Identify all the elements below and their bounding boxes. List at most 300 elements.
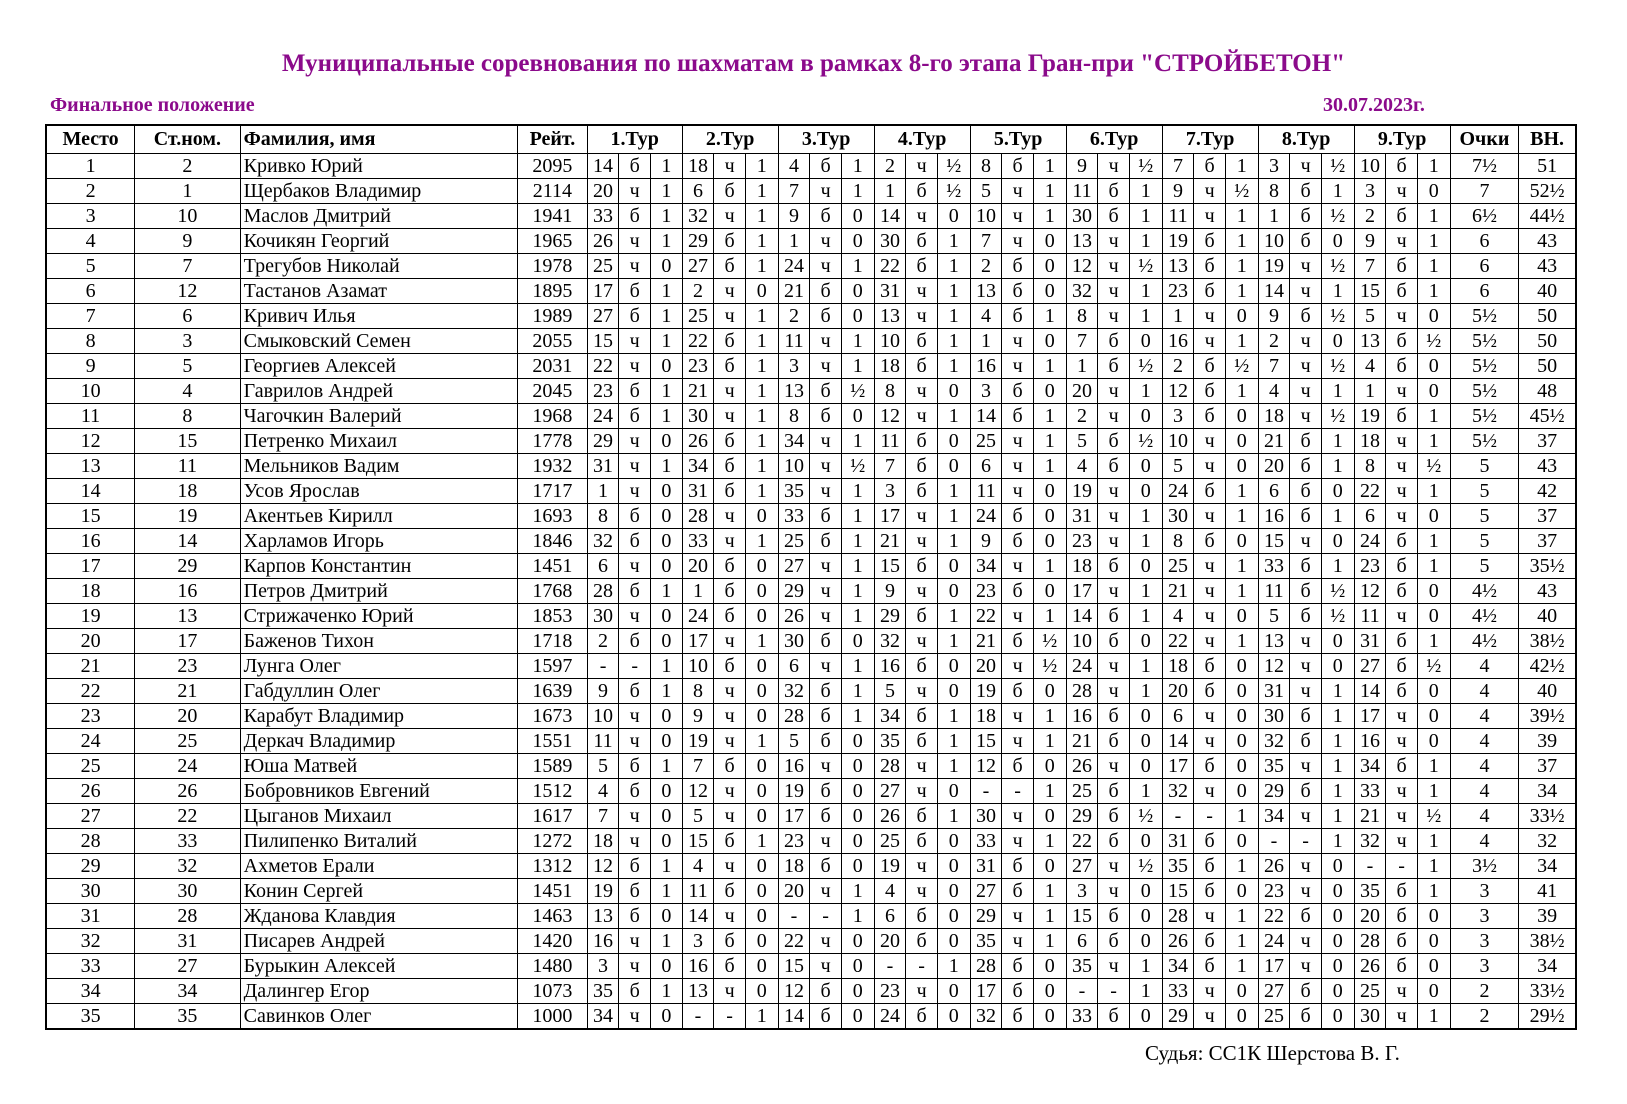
cell-result: 1 xyxy=(937,629,970,654)
cell-name: Акентьев Кирилл xyxy=(240,504,517,529)
cell-result: 0 xyxy=(1129,704,1162,729)
cell-color: б xyxy=(1386,879,1418,904)
cell-opponent: 22 xyxy=(587,354,619,379)
cell-opponent: 8 xyxy=(1066,304,1098,329)
cell-result: 1 xyxy=(1225,204,1258,229)
cell-opponent: 23 xyxy=(682,354,714,379)
table-row xyxy=(46,604,1576,629)
cell-result: 0 xyxy=(841,304,874,329)
cell-opponent: 31 xyxy=(874,279,906,304)
cell-color: - xyxy=(1290,829,1322,854)
table-row xyxy=(46,1004,1576,1030)
cell-points: 4 xyxy=(1450,704,1519,729)
cell-color: б xyxy=(1386,579,1418,604)
cell-place: 1 xyxy=(46,154,135,179)
cell-points: 4 xyxy=(1450,779,1519,804)
cell-points: 6½ xyxy=(1450,204,1519,229)
cell-result: 0 xyxy=(1417,604,1450,629)
cell-result: 1 xyxy=(745,379,778,404)
cell-color: б xyxy=(810,1004,842,1030)
cell-result: 0 xyxy=(937,204,970,229)
cell-name: Чагочкин Валерий xyxy=(240,404,517,429)
cell-name: Щербаков Владимир xyxy=(240,179,517,204)
cell-result: 1 xyxy=(1417,779,1450,804)
cell-color: б xyxy=(1386,279,1418,304)
cell-opponent: 10 xyxy=(970,204,1002,229)
cell-color: ч xyxy=(1002,229,1034,254)
cell-opponent: 8 xyxy=(1258,179,1290,204)
cell-result: 1 xyxy=(937,404,970,429)
cell-result: 1 xyxy=(1129,604,1162,629)
table-row xyxy=(46,404,1576,429)
header-place: Место xyxy=(46,125,135,154)
cell-color: б xyxy=(1290,704,1322,729)
cell-result: 0 xyxy=(1321,1004,1354,1030)
cell-result: 0 xyxy=(651,954,683,979)
cell-color: ч xyxy=(1386,229,1418,254)
cell-color: б xyxy=(906,804,938,829)
cell-color: б xyxy=(1386,754,1418,779)
cell-result: 1 xyxy=(937,479,970,504)
cell-result: ½ xyxy=(1129,154,1162,179)
cell-rating: 1778 xyxy=(518,429,588,454)
cell-result: 0 xyxy=(745,579,778,604)
cell-color: ч xyxy=(1386,604,1418,629)
cell-opponent: 25 xyxy=(970,429,1002,454)
cell-result: 1 xyxy=(1417,154,1450,179)
cell-start-number: 19 xyxy=(135,504,241,529)
cell-points: 5½ xyxy=(1450,379,1519,404)
cell-points: 6 xyxy=(1450,229,1519,254)
cell-color: ч xyxy=(1194,1004,1226,1030)
cell-result: 0 xyxy=(1417,354,1450,379)
cell-result: 1 xyxy=(1033,429,1066,454)
cell-points: 7½ xyxy=(1450,154,1519,179)
cell-color: ч xyxy=(619,604,651,629)
cell-color: б xyxy=(1002,879,1034,904)
cell-color: ч xyxy=(1386,804,1418,829)
cell-opponent: 23 xyxy=(1162,279,1194,304)
cell-result: 0 xyxy=(1417,929,1450,954)
cell-color: ч xyxy=(1386,779,1418,804)
cell-opponent: 13 xyxy=(1258,629,1290,654)
cell-result: 1 xyxy=(745,404,778,429)
cell-opponent: 30 xyxy=(682,404,714,429)
cell-opponent: 28 xyxy=(778,704,810,729)
cell-opponent: 11 xyxy=(1066,179,1098,204)
cell-color: б xyxy=(810,729,842,754)
cell-result: 0 xyxy=(937,379,970,404)
cell-opponent: 17 xyxy=(874,504,906,529)
cell-name: Савинков Олег xyxy=(240,1004,517,1030)
cell-result: 0 xyxy=(841,729,874,754)
cell-color: ч xyxy=(1290,379,1322,404)
cell-result: 1 xyxy=(1033,354,1066,379)
cell-name: Габдуллин Олег xyxy=(240,679,517,704)
cell-opponent: 5 xyxy=(1354,304,1386,329)
cell-color: ч xyxy=(1194,704,1226,729)
cell-opponent: 7 xyxy=(1258,354,1290,379)
cell-opponent: 25 xyxy=(682,304,714,329)
cell-result: 0 xyxy=(1129,554,1162,579)
cell-result: 0 xyxy=(651,729,683,754)
cell-color: б xyxy=(1290,429,1322,454)
cell-opponent: 30 xyxy=(1066,204,1098,229)
cell-color: ч xyxy=(906,779,938,804)
cell-color: ч xyxy=(714,304,746,329)
cell-result: 0 xyxy=(841,204,874,229)
table-row xyxy=(46,179,1576,204)
cell-tiebreak: 39½ xyxy=(1519,704,1576,729)
cell-tiebreak: 42 xyxy=(1519,479,1576,504)
cell-result: 0 xyxy=(1129,629,1162,654)
cell-result: 0 xyxy=(1033,329,1066,354)
cell-opponent: 27 xyxy=(874,779,906,804)
cell-place: 5 xyxy=(46,254,135,279)
cell-color: ч xyxy=(1002,429,1034,454)
cell-opponent: 3 xyxy=(1162,404,1194,429)
cell-tiebreak: 33½ xyxy=(1519,979,1576,1004)
cell-result: 0 xyxy=(1225,979,1258,1004)
cell-result: 1 xyxy=(651,979,683,1004)
cell-place: 7 xyxy=(46,304,135,329)
cell-place: 32 xyxy=(46,929,135,954)
cell-result: 1 xyxy=(745,354,778,379)
cell-result: 0 xyxy=(1225,429,1258,454)
cell-name: Георгиев Алексей xyxy=(240,354,517,379)
cell-result: 0 xyxy=(1417,679,1450,704)
cell-name: Жданова Клавдия xyxy=(240,904,517,929)
cell-opponent: 13 xyxy=(778,379,810,404)
cell-color: ч xyxy=(619,1004,651,1030)
cell-result: 0 xyxy=(651,704,683,729)
cell-color: б xyxy=(1002,754,1034,779)
cell-color: ч xyxy=(619,479,651,504)
cell-color: б xyxy=(906,654,938,679)
cell-place: 35 xyxy=(46,1004,135,1030)
cell-result: 1 xyxy=(1129,304,1162,329)
cell-opponent: - xyxy=(970,779,1002,804)
cell-color: б xyxy=(810,679,842,704)
cell-result: 1 xyxy=(937,729,970,754)
cell-points: 4 xyxy=(1450,804,1519,829)
cell-result: 1 xyxy=(1417,429,1450,454)
table-row xyxy=(46,454,1576,479)
cell-rating: 1617 xyxy=(518,804,588,829)
cell-name: Петров Дмитрий xyxy=(240,579,517,604)
cell-place: 20 xyxy=(46,629,135,654)
cell-result: 0 xyxy=(1225,304,1258,329)
cell-opponent: 14 xyxy=(1258,279,1290,304)
cell-result: ½ xyxy=(1129,854,1162,879)
cell-rating: 2045 xyxy=(518,379,588,404)
cell-opponent: 14 xyxy=(1066,604,1098,629)
cell-opponent: 7 xyxy=(970,229,1002,254)
cell-color: - xyxy=(1194,804,1226,829)
cell-opponent: 20 xyxy=(682,554,714,579)
cell-result: 0 xyxy=(745,979,778,1004)
cell-result: 0 xyxy=(937,1004,970,1030)
cell-opponent: 28 xyxy=(682,504,714,529)
cell-start-number: 21 xyxy=(135,679,241,704)
cell-opponent: 27 xyxy=(970,879,1002,904)
cell-color: б xyxy=(619,679,651,704)
cell-opponent: 33 xyxy=(1066,1004,1098,1030)
cell-color: б xyxy=(1098,779,1130,804)
cell-color: ч xyxy=(906,579,938,604)
cell-result: 1 xyxy=(745,204,778,229)
cell-opponent: 5 xyxy=(874,679,906,704)
cell-color: б xyxy=(1386,554,1418,579)
cell-result: 1 xyxy=(1321,179,1354,204)
cell-color: - xyxy=(810,904,842,929)
cell-rating: 1693 xyxy=(518,504,588,529)
cell-result: 1 xyxy=(937,279,970,304)
cell-color: ч xyxy=(714,504,746,529)
cell-opponent: 27 xyxy=(587,304,619,329)
cell-start-number: 29 xyxy=(135,554,241,579)
cell-opponent: 10 xyxy=(1162,429,1194,454)
page-title: Муниципальные соревнования по шахматам в рамках 8-го этапа Гран-при "СТРОЙБЕТОН" xyxy=(281,50,1346,77)
cell-tiebreak: 51 xyxy=(1519,154,1576,179)
cell-points: 4 xyxy=(1450,754,1519,779)
cell-color: ч xyxy=(714,904,746,929)
cell-result: 1 xyxy=(1321,754,1354,779)
cell-color: б xyxy=(714,229,746,254)
cell-opponent: 11 xyxy=(778,329,810,354)
cell-result: 0 xyxy=(1417,304,1450,329)
cell-opponent: 33 xyxy=(1354,779,1386,804)
cell-result: 0 xyxy=(1225,529,1258,554)
cell-rating: 1718 xyxy=(518,629,588,654)
cell-points: 5 xyxy=(1450,504,1519,529)
cell-result: 1 xyxy=(937,754,970,779)
cell-opponent: 35 xyxy=(970,929,1002,954)
cell-opponent: 14 xyxy=(587,154,619,179)
cell-tiebreak: 34 xyxy=(1519,854,1576,879)
cell-place: 16 xyxy=(46,529,135,554)
cell-opponent: 22 xyxy=(1258,904,1290,929)
cell-result: 1 xyxy=(1417,754,1450,779)
cell-rating: 1932 xyxy=(518,454,588,479)
cell-result: 1 xyxy=(1225,254,1258,279)
cell-name: Стрижаченко Юрий xyxy=(240,604,517,629)
cell-result: 0 xyxy=(651,254,683,279)
cell-result: 0 xyxy=(937,554,970,579)
cell-color: ч xyxy=(1098,579,1130,604)
cell-name: Деркач Владимир xyxy=(240,729,517,754)
cell-opponent: 25 xyxy=(1258,1004,1290,1030)
cell-color: ч xyxy=(1002,204,1034,229)
cell-color: б xyxy=(1002,629,1034,654)
cell-opponent: 16 xyxy=(1258,504,1290,529)
cell-result: 1 xyxy=(745,429,778,454)
cell-result: 1 xyxy=(1129,654,1162,679)
cell-opponent: 35 xyxy=(874,729,906,754)
cell-opponent: 25 xyxy=(1354,979,1386,1004)
cell-place: 34 xyxy=(46,979,135,1004)
cell-color: б xyxy=(714,179,746,204)
cell-opponent: 7 xyxy=(874,454,906,479)
cell-color: ч xyxy=(1386,479,1418,504)
cell-opponent: 12 xyxy=(682,779,714,804)
cell-result: 1 xyxy=(745,1004,778,1030)
cell-start-number: 18 xyxy=(135,479,241,504)
cell-result: 1 xyxy=(1225,804,1258,829)
cell-color: б xyxy=(1290,779,1322,804)
cell-opponent: 35 xyxy=(1162,854,1194,879)
cell-result: 0 xyxy=(937,454,970,479)
cell-color: ч xyxy=(619,954,651,979)
cell-rating: 1978 xyxy=(518,254,588,279)
cell-place: 24 xyxy=(46,729,135,754)
cell-opponent: 22 xyxy=(1066,829,1098,854)
cell-name: Писарев Андрей xyxy=(240,929,517,954)
cell-color: ч xyxy=(1194,604,1226,629)
cell-result: 1 xyxy=(1129,229,1162,254)
cell-result: 0 xyxy=(651,504,683,529)
cell-color: б xyxy=(1386,154,1418,179)
cell-color: б xyxy=(1098,554,1130,579)
cell-opponent: 25 xyxy=(587,254,619,279)
cell-opponent: - xyxy=(778,904,810,929)
cell-name: Бурыкин Алексей xyxy=(240,954,517,979)
cell-tiebreak: 40 xyxy=(1519,604,1576,629)
cell-points: 2 xyxy=(1450,1004,1519,1030)
cell-result: 1 xyxy=(841,479,874,504)
cell-result: 1 xyxy=(1321,554,1354,579)
cell-result: 0 xyxy=(1417,979,1450,1004)
cell-color: б xyxy=(1386,954,1418,979)
cell-result: 0 xyxy=(1417,579,1450,604)
cell-color: ч xyxy=(1098,504,1130,529)
table-row xyxy=(46,254,1576,279)
table-row xyxy=(46,629,1576,654)
cell-opponent: 32 xyxy=(970,1004,1002,1030)
table-row xyxy=(46,804,1576,829)
cell-result: 1 xyxy=(1129,529,1162,554)
cell-opponent: 32 xyxy=(587,529,619,554)
cell-result: 0 xyxy=(1417,904,1450,929)
cell-result: 0 xyxy=(1417,729,1450,754)
cell-color: б xyxy=(714,329,746,354)
cell-opponent: 21 xyxy=(778,279,810,304)
cell-result: 1 xyxy=(937,954,970,979)
cell-color: ч xyxy=(810,554,842,579)
cell-result: 0 xyxy=(841,979,874,1004)
cell-result: ½ xyxy=(1321,604,1354,629)
cell-color: ч xyxy=(619,254,651,279)
cell-result: 1 xyxy=(745,329,778,354)
cell-color: б xyxy=(1386,679,1418,704)
cell-color: ч xyxy=(1194,729,1226,754)
cell-result: 0 xyxy=(745,879,778,904)
cell-result: 1 xyxy=(937,504,970,529)
cell-result: 1 xyxy=(937,329,970,354)
cell-place: 3 xyxy=(46,204,135,229)
cell-color: б xyxy=(1002,1004,1034,1030)
cell-color: ч xyxy=(810,654,842,679)
table-row xyxy=(46,879,1576,904)
cell-opponent: 23 xyxy=(874,979,906,1004)
cell-color: б xyxy=(906,704,938,729)
cell-points: 5 xyxy=(1450,529,1519,554)
cell-result: 1 xyxy=(745,729,778,754)
cell-rating: 1941 xyxy=(518,204,588,229)
cell-result: 0 xyxy=(745,804,778,829)
cell-opponent: 35 xyxy=(587,979,619,1004)
cell-result: 1 xyxy=(1417,629,1450,654)
cell-opponent: 31 xyxy=(970,854,1002,879)
cell-opponent: 27 xyxy=(1354,654,1386,679)
cell-color: ч xyxy=(714,629,746,654)
cell-result: 1 xyxy=(651,304,683,329)
cell-opponent: - xyxy=(1258,829,1290,854)
cell-color: - xyxy=(1386,854,1418,879)
cell-opponent: 32 xyxy=(874,629,906,654)
cell-name: Ахметов Ерали xyxy=(240,854,517,879)
cell-result: 0 xyxy=(937,679,970,704)
cell-color: ч xyxy=(1194,329,1226,354)
cell-result: 1 xyxy=(1033,779,1066,804)
cell-color: ч xyxy=(906,854,938,879)
cell-opponent: 32 xyxy=(1354,829,1386,854)
cell-color: б xyxy=(619,579,651,604)
cell-start-number: 17 xyxy=(135,629,241,654)
cell-opponent: 24 xyxy=(970,504,1002,529)
cell-opponent: 11 xyxy=(587,729,619,754)
cell-color: ч xyxy=(1386,379,1418,404)
cell-color: б xyxy=(714,354,746,379)
cell-opponent: 4 xyxy=(1258,379,1290,404)
cell-opponent: 34 xyxy=(587,1004,619,1030)
cell-tiebreak: 43 xyxy=(1519,454,1576,479)
cell-opponent: 19 xyxy=(587,879,619,904)
cell-result: 1 xyxy=(1321,679,1354,704)
cell-color: ч xyxy=(1386,704,1418,729)
cell-result: 0 xyxy=(1129,754,1162,779)
cell-result: 0 xyxy=(1033,579,1066,604)
cell-result: ½ xyxy=(1417,654,1450,679)
cell-name: Лунга Олег xyxy=(240,654,517,679)
cell-opponent: 15 xyxy=(1354,279,1386,304)
cell-color: ч xyxy=(1194,579,1226,604)
cell-opponent: - xyxy=(1162,804,1194,829)
cell-opponent: 3 xyxy=(874,479,906,504)
cell-opponent: 1 xyxy=(1066,354,1098,379)
cell-color: б xyxy=(906,429,938,454)
cell-color: б xyxy=(1098,354,1130,379)
cell-opponent: 6 xyxy=(970,454,1002,479)
cell-opponent: 10 xyxy=(778,454,810,479)
cell-place: 9 xyxy=(46,354,135,379)
cell-opponent: 4 xyxy=(1162,604,1194,629)
cell-result: 1 xyxy=(937,254,970,279)
cell-opponent: 6 xyxy=(1354,504,1386,529)
cell-start-number: 32 xyxy=(135,854,241,879)
cell-rating: 2055 xyxy=(518,329,588,354)
cell-name: Карпов Константин xyxy=(240,554,517,579)
cell-result: 1 xyxy=(745,629,778,654)
subtitle: Финальное положение xyxy=(50,94,255,116)
cell-color: б xyxy=(714,604,746,629)
cell-opponent: 5 xyxy=(587,754,619,779)
cell-opponent: 5 xyxy=(1162,454,1194,479)
cell-tiebreak: 33½ xyxy=(1519,804,1576,829)
cell-result: 1 xyxy=(651,579,683,604)
cell-start-number: 35 xyxy=(135,1004,241,1030)
cell-result: 0 xyxy=(1321,904,1354,929)
